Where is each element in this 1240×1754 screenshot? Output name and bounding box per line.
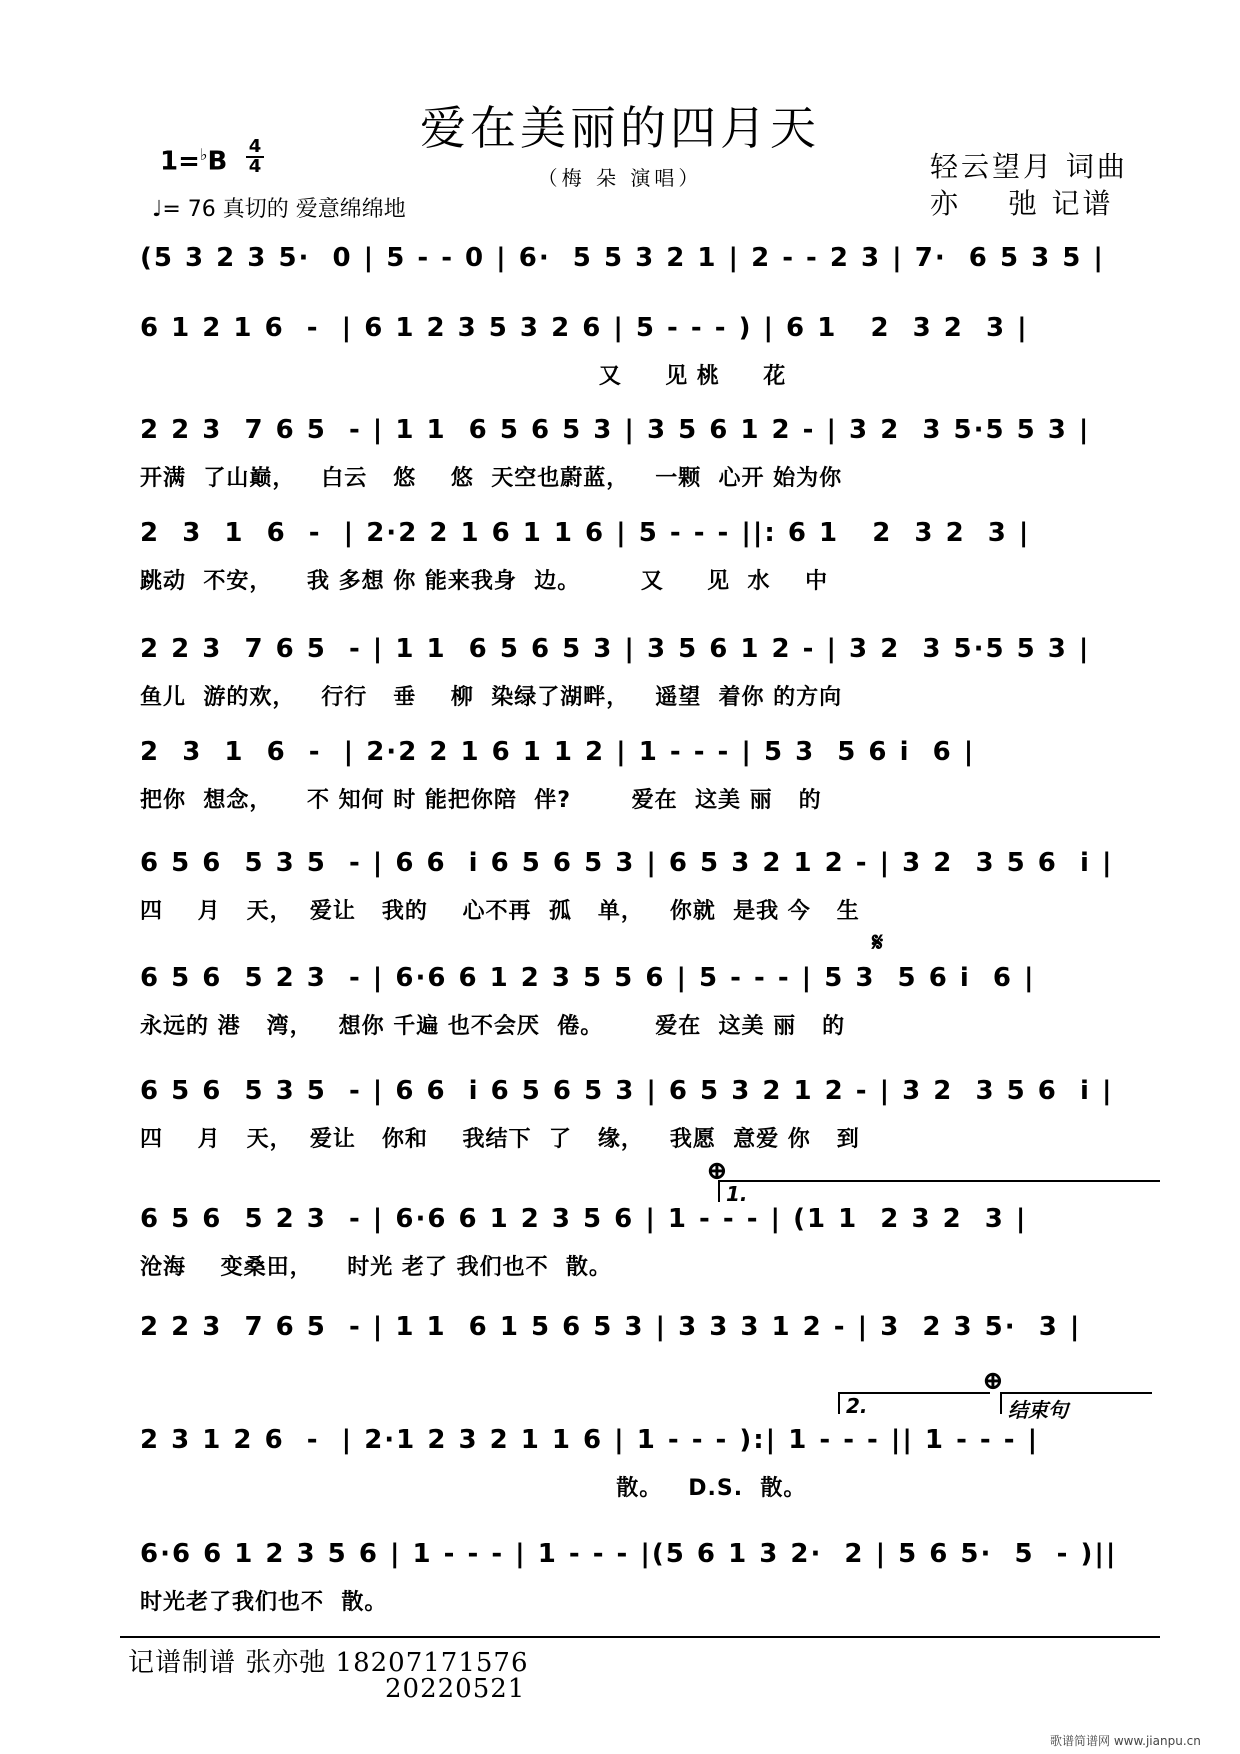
key-prefix: 1=	[160, 146, 200, 177]
coda-icon: ⊕	[706, 1156, 728, 1186]
notation: 6 5 6 5 2 3 - | 6·6 6 1 2 3 5 5 6 | 5 - - - | 5 3 5 6 i 6 |	[140, 963, 1036, 993]
lyrics: 开满 了山巅， 白云 悠 悠 天空也蔚蓝， 一颗 心开 始为你	[140, 466, 843, 491]
lyrics: 散。 D.S. 散。	[140, 1476, 807, 1501]
lyrics: 沧海 变桑田， 时光 老了 我们也不 散。	[140, 1255, 612, 1280]
notation: 6 5 6 5 3 5 - | 6 6 i 6 5 6 5 3 | 6 5 3 2 1 2 - | 3 2 3 5 6 i |	[140, 848, 1114, 878]
song-title: 爱在美丽的四月天	[420, 101, 820, 155]
notation: 2 2 3 7 6 5 - | 1 1 6 5 6 5 3 | 3 5 6 1 2 - | 3 2 3 5·5 5 3 |	[140, 634, 1091, 664]
footer-transcriber: 记谱制谱 张亦弛 18207171576	[128, 1648, 529, 1678]
first-ending-label: 1.	[726, 1182, 748, 1206]
lyrics: 时光老了我们也不 散。	[140, 1590, 388, 1615]
lyricist-composer: 轻云望月 词曲	[930, 150, 1128, 183]
ending-phrase-bracket	[1000, 1392, 1152, 1422]
singer-credit: （梅 朵 演唱）	[537, 166, 703, 190]
tempo-marking: ♩= 76 真切的 爱意绵绵地	[152, 197, 406, 222]
notation: 2 3 1 6 - | 2·2 2 1 6 1 1 6 | 5 - - - ||: 6 1 2 3 2 3 |	[140, 518, 1031, 548]
notation: 6·6 6 1 2 3 5 6 | 1 - - - | 1 - - - |(5 6 1 3 2· 2 | 5 6 5· 5 - )||	[140, 1539, 1118, 1569]
meter-top: 4	[248, 136, 262, 157]
notation: 6 5 6 5 3 5 - | 6 6 i 6 5 6 5 3 | 6 5 3 2 1 2 - | 3 2 3 5 6 i |	[140, 1076, 1114, 1106]
second-ending-bracket	[838, 1392, 990, 1418]
site-watermark: 歌谱简谱网 www.jianpu.cn	[1050, 1734, 1201, 1748]
notation: 6 1 2 1 6 - | 6 1 2 3 5 3 2 6 | 5 - - - ) | 6 1 2 3 2 3 |	[140, 313, 1029, 343]
lyrics: 永远的 港 湾， 想你 千遍 也不会厌 倦。 爱在 这美 丽 的	[140, 1014, 846, 1039]
key-signature	[160, 145, 227, 177]
flat-icon: ♭	[199, 145, 208, 164]
notation: 6 5 6 5 2 3 - | 6·6 6 1 2 3 5 6 | 1 - - - | (1 1 2 3 2 3 |	[140, 1204, 1028, 1234]
first-ending-bracket	[718, 1180, 1160, 1206]
segno-icon: 𝄋	[872, 928, 884, 958]
coda-icon: ⊕	[982, 1366, 1004, 1396]
time-signature	[246, 138, 264, 176]
lyrics: 四 月 天， 爱让 你和 我结下 了 缘， 我愿 意爱 你 到	[140, 1127, 860, 1152]
lyrics: 四 月 天， 爱让 我的 心不再 孤 单， 你就 是我 今 生	[140, 899, 860, 924]
notation: 2 3 1 6 - | 2·2 2 1 6 1 1 2 | 1 - - - | 5 3 5 6 i 6 |	[140, 737, 976, 767]
lyrics: 把你 想念， 不 知何 时 能把你陪 伴? 爱在 这美 丽 的	[140, 788, 822, 813]
transcriber: 亦 弛 记谱	[930, 187, 1114, 220]
notation: 2 2 3 7 6 5 - | 1 1 6 5 6 5 3 | 3 5 6 1 2 - | 3 2 3 5·5 5 3 |	[140, 415, 1091, 445]
lyrics: 又 见 桃 花	[140, 364, 787, 389]
ending-phrase-label: 结束句	[1008, 1398, 1068, 1422]
notation: (5 3 2 3 5· 0 | 5 - - 0 | 6· 5 5 3 2 1 | 2 - - 2 3 | 7· 6 5 3 5 |	[140, 243, 1105, 273]
footer-divider	[120, 1636, 1160, 1638]
footer-date: 20220521	[385, 1674, 526, 1704]
lyrics: 鱼儿 游的欢， 行行 垂 柳 染绿了湖畔， 遥望 着你 的方向	[140, 685, 843, 710]
meter-bottom: 4	[248, 156, 262, 177]
notation: 2 3 1 2 6 - | 2·1 2 3 2 1 1 6 | 1 - - - ):| 1 - - - || 1 - - - |	[140, 1425, 1040, 1455]
notation: 2 2 3 7 6 5 - | 1 1 6 1 5 6 5 3 | 3 3 3 1 2 - | 3 2 3 5· 3 |	[140, 1312, 1082, 1342]
lyrics: 跳动 不安， 我 多想 你 能来我身 边。 又 见 水 中	[140, 569, 829, 594]
key-note: B	[207, 146, 228, 177]
second-ending-label: 2.	[846, 1394, 868, 1418]
